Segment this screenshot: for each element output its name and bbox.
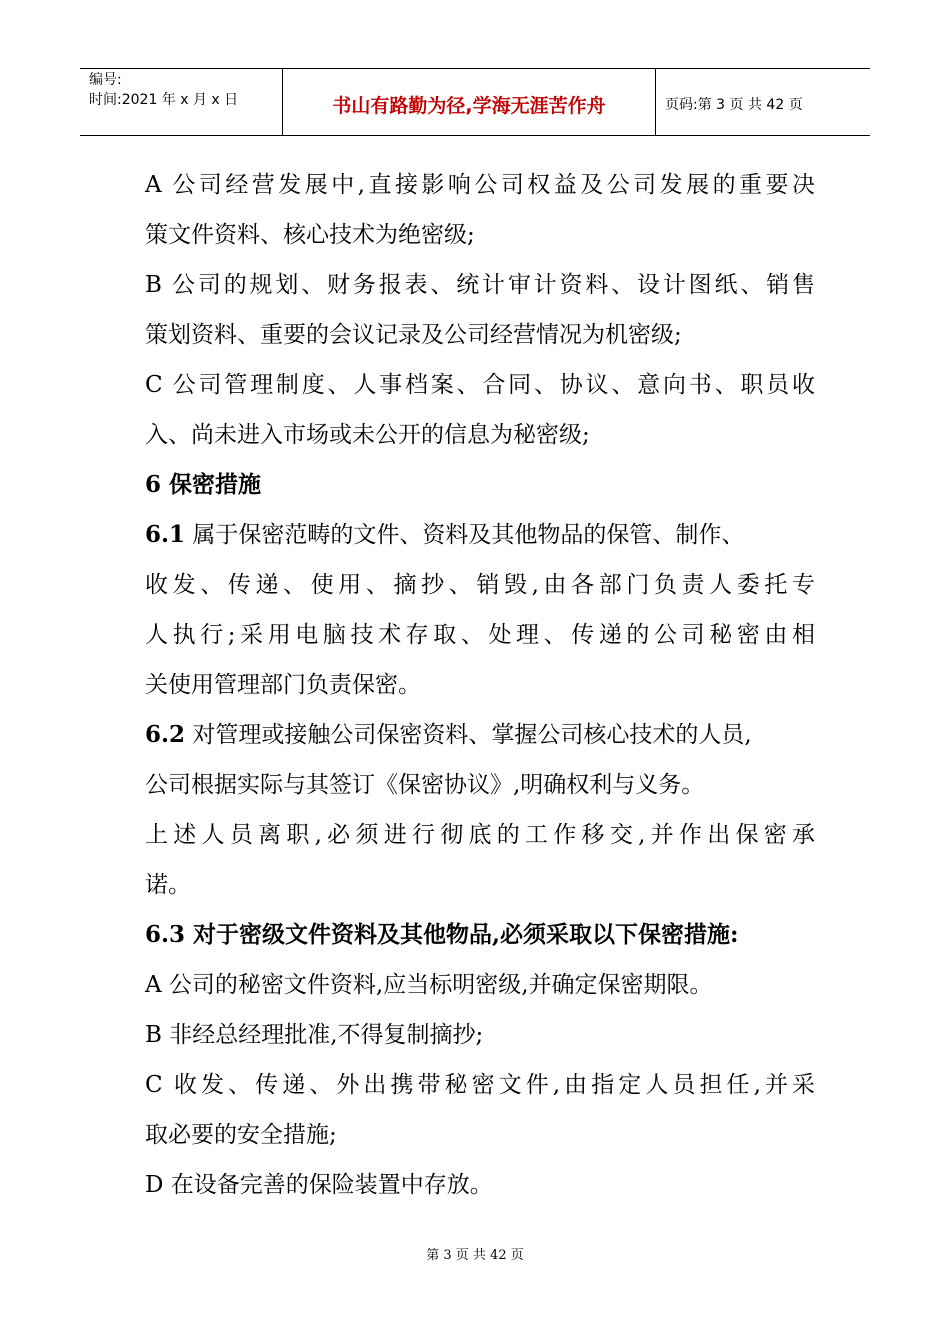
body-line: 策划资料、重要的会议记录及公司经营情况为机密级; [145,322,682,348]
body-line: 取必要的安全措施; [145,1122,337,1148]
body-line: A 公司经营发展中,直接影响公司权益及公司发展的重要决 [145,172,815,198]
document-time-label: 时间:2021 年 x 月 x 日 [89,92,239,108]
body-line: B 公司的规划、财务报表、统计审计资料、设计图纸、销售 [145,272,815,298]
body-line: 关使用管理部门负责保密。 [145,672,421,698]
document-body [145,160,815,1210]
clause-text: 对管理或接触公司保密资料、掌握公司核心技术的人员, [192,722,752,748]
body-line: B 非经总经理批准,不得复制摘抄; [145,1022,484,1048]
body-line: 策文件资料、核心技术为绝密级; [145,222,475,248]
clause-number: 6.1 [145,521,186,548]
body-line: 人执行;采用电脑技术存取、处理、传递的公司秘密由相 [145,622,815,648]
header-motto: 书山有路勤为径,学海无涯苦作舟 [283,69,656,135]
body-line: C 收发、传递、外出携带秘密文件,由指定人员担任,并采 [145,1072,815,1098]
page-footer: 第 3 页 共 42 页 [426,1248,524,1263]
body-line: 上述人员离职,必须进行彻底的工作移交,并作出保密承 [145,822,815,848]
body-line: 收发、传递、使用、摘抄、销毁,由各部门负责人委托专 [145,572,815,598]
section-heading: 6 保密措施 [145,471,262,498]
header-page-info: 页码:第 3 页 共 42 页 [665,97,803,113]
clause-text: 属于保密范畴的文件、资料及其他物品的保管、制作、 [192,522,745,548]
clause-number: 6.2 [145,721,186,748]
body-line: 入、尚未进入市场或未公开的信息为秘密级; [145,422,590,448]
body-line [145,710,815,760]
body-line: C 公司管理制度、人事档案、合同、协议、意向书、职员收 [145,372,815,398]
clause-heading: 6.3 对于密级文件资料及其他物品,必须采取以下保密措施: [145,921,739,948]
document-number-label: 编号: [89,72,122,88]
body-line: 公司根据实际与其签订《保密协议》,明确权利与义务。 [145,772,705,798]
body-line [145,510,815,560]
body-line: 诺。 [145,872,191,898]
page-header [80,68,870,136]
header-meta [80,69,283,135]
body-line: A 公司的秘密文件资料,应当标明密级,并确定保密期限。 [145,972,713,998]
body-line: D 在设备完善的保险装置中存放。 [145,1172,493,1198]
